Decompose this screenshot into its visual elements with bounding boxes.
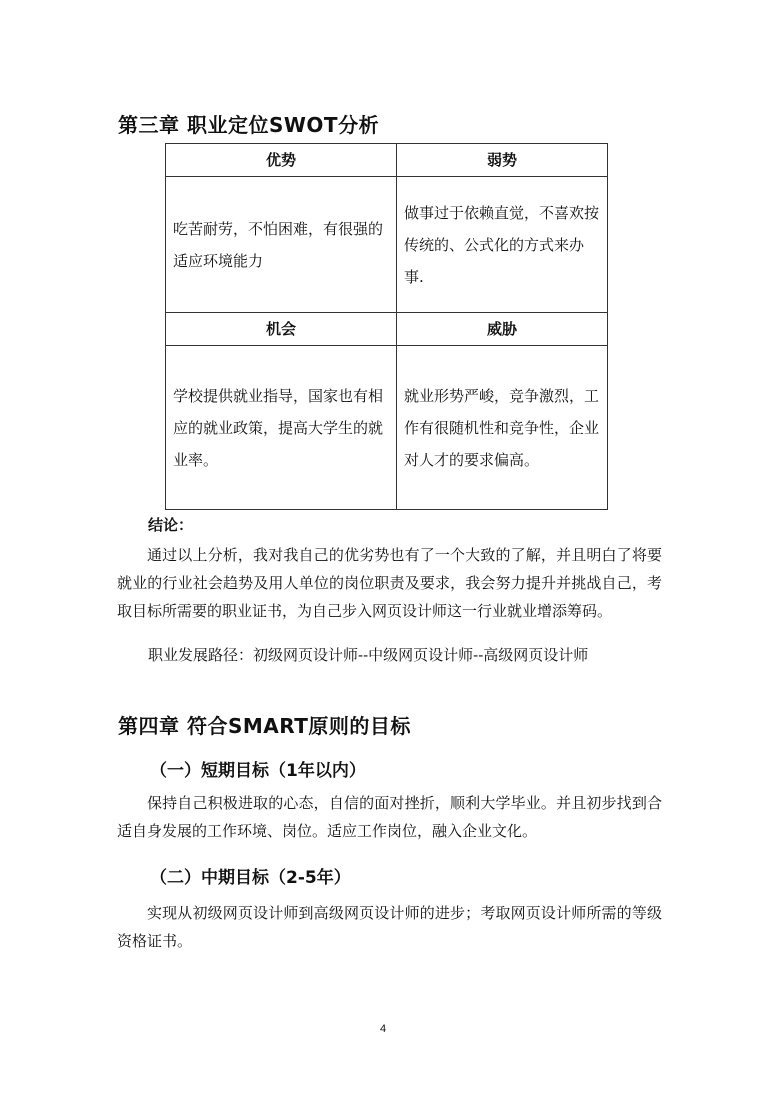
page-number: 4	[380, 1023, 387, 1035]
conclusion-label: 结论：	[148, 516, 194, 534]
opportunities-cell: 学校提供就业指导，国家也有相应的就业政策，提高大学生的就业率。	[166, 346, 397, 510]
threats-cell: 就业形势严峻，竞争激烈，工作有很随机性和竞争性，企业对人才的要求偏高。	[397, 346, 608, 510]
mid-term-paragraph: 实现从初级网页设计师到高级网页设计师的进步；考取网页设计师所需的等级资格证书。	[117, 904, 662, 950]
weaknesses-header: 弱势	[397, 144, 608, 177]
short-term-paragraph: 保持自己积极进取的心态，自信的面对挫折，顺利大学毕业。并且初步找到合适自身发展的工作环境、岗位。适应工作岗位，融入企业文化。	[117, 794, 662, 840]
mid-term-title: （二）中期目标（2-5年）	[150, 868, 351, 888]
threats-header: 威胁	[397, 313, 608, 346]
strengths-header: 优势	[166, 144, 397, 177]
career-path: 职业发展路径：初级网页设计师--中级网页设计师--高级网页设计师	[148, 646, 589, 664]
opportunities-header: 机会	[166, 313, 397, 346]
chapter4-title: 第四章 符合SMART原则的目标	[118, 714, 411, 738]
chapter3-title: 第三章 职业定位SWOT分析	[118, 113, 380, 137]
conclusion-paragraph: 通过以上分析，我对我自己的优劣势也有了一个大致的了解，并且明白了将要就业的行业社会趋势及用人单位的岗位职责及要求，我会努力提升并挑战自己，考取目标所需要的职业证书，为自己步入网页设计师这一行业就业增添筹码。	[117, 546, 662, 620]
swot-table	[165, 143, 608, 510]
short-term-title: （一）短期目标（1年以内）	[150, 761, 366, 781]
strengths-cell: 吃苦耐劳，不怕困难，有很强的适应环境能力	[166, 177, 397, 313]
weaknesses-cell: 做事过于依赖直觉，不喜欢按传统的、公式化的方式来办事.	[397, 177, 608, 313]
